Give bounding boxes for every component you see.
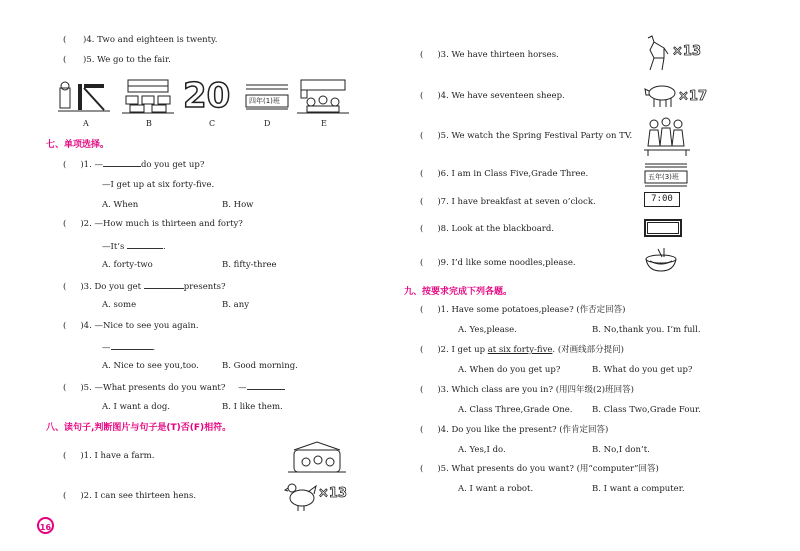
answer-paren[interactable]: ( — [420, 131, 424, 141]
answer-paren[interactable]: ( — [63, 491, 67, 501]
answer-paren[interactable]: ( — [420, 345, 424, 355]
q7-2-reply: —It’s . — [102, 242, 166, 252]
picture-e-fair — [297, 78, 349, 114]
answer-paren[interactable]: ( — [420, 425, 424, 435]
q7-4-option-a[interactable]: A. Nice to see you,too. — [102, 361, 199, 371]
q7-5-option-a[interactable]: A. I want a dog. — [102, 402, 171, 412]
underlined-phrase: at six forty-five — [487, 345, 553, 355]
q9-1: ( )1. Have some potatoes,please? (作否定回答) — [420, 305, 626, 315]
page-number: 16 — [37, 517, 54, 534]
farm-picture — [286, 440, 348, 474]
answer-blank[interactable] — [127, 240, 163, 249]
picture-c-number: 20 — [183, 76, 231, 116]
sheep-count: ×17 — [678, 89, 707, 104]
q9-1-option-b[interactable]: B. No,thank you. I’m full. — [592, 325, 701, 335]
q7-1-option-a[interactable]: A. When — [102, 200, 139, 210]
answer-paren[interactable]: ( — [420, 197, 424, 207]
q9-2: ( )2. I get up at six forty-five. (对画线部分提问) — [420, 345, 624, 355]
answer-paren[interactable]: ( — [420, 91, 424, 101]
answer-paren[interactable]: ( — [420, 385, 424, 395]
clock-time: 7:00 — [651, 194, 673, 204]
q7-3-option-b[interactable]: B. any — [222, 300, 249, 310]
picture-label-b: B — [146, 119, 152, 128]
picture-label-a: A — [83, 119, 89, 128]
q7-4: ( )4. —Nice to see you again. — [63, 321, 199, 331]
q7-1-option-b[interactable]: B. How — [222, 200, 254, 210]
q7-2-option-b[interactable]: B. fifty-three — [222, 260, 277, 270]
q7-4-reply: — . — [102, 343, 156, 353]
q8-7: ( )7. I have breakfast at seven o’clock. — [420, 197, 596, 207]
hens-count: ×13 — [318, 486, 347, 501]
q7-5-option-b[interactable]: B. I like them. — [222, 402, 283, 412]
blackboard-picture — [644, 219, 682, 237]
digital-clock — [644, 192, 680, 207]
answer-paren[interactable]: ( — [420, 258, 424, 268]
q9-4-option-a[interactable]: A. Yes,I do. — [458, 445, 506, 455]
picture-a-slide — [58, 80, 110, 114]
q7-3-option-a[interactable]: A. some — [102, 300, 137, 310]
answer-paren[interactable]: ( — [63, 160, 67, 170]
q7-5: ( )5. —What presents do you want? — — [63, 381, 285, 394]
q7-4-option-b[interactable]: B. Good morning. — [222, 361, 298, 371]
q7-1-reply: —I get up at six forty-five. — [102, 180, 215, 190]
answer-blank[interactable] — [111, 341, 153, 350]
q9-3-option-b[interactable]: B. Class Two,Grade Four. — [592, 405, 701, 415]
q9-2-option-a[interactable]: A. When do you get up? — [458, 365, 561, 375]
class-sign-text: 四年(1)班 — [249, 97, 280, 105]
section-9-title: 九、按要求完成下列各题。 — [404, 287, 513, 297]
q7-2-option-a[interactable]: A. forty-two — [102, 260, 153, 270]
q9-5-option-a[interactable]: A. I want a robot. — [458, 484, 534, 494]
q8-4: ( )4. We have seventeen sheep. — [420, 91, 565, 101]
q7-2: ( )2. —How much is thirteen and forty? — [63, 219, 243, 229]
answer-paren[interactable]: ( — [420, 224, 424, 234]
q9-3-option-a[interactable]: A. Class Three,Grade One. — [458, 405, 573, 415]
picture-b-classroom — [122, 78, 174, 114]
q9-2-option-b[interactable]: B. What do you get up? — [592, 365, 693, 375]
noodles-picture — [644, 247, 678, 273]
q9-4-option-b[interactable]: B. No,I don’t. — [592, 445, 650, 455]
picture-label-d: D — [264, 119, 271, 128]
q7-1: ( )1. — do you get up? — [63, 160, 205, 170]
answer-paren[interactable]: ( — [420, 464, 424, 474]
q8-5: ( )5. We watch the Spring Festival Party on TV. — [420, 131, 633, 141]
answer-paren[interactable]: ( — [420, 50, 424, 60]
hen-picture — [284, 480, 318, 512]
q9-4: ( )4. Do you like the present? (作肯定回答) — [420, 425, 609, 435]
q9-3: ( )3. Which class are you in? (用四年级(2)班回答) — [420, 385, 634, 395]
answer-blank[interactable] — [144, 280, 184, 289]
answer-paren[interactable]: ( — [63, 219, 67, 229]
answer-paren[interactable]: ( — [420, 169, 424, 179]
q9-1-option-a[interactable]: A. Yes,please. — [458, 325, 517, 335]
answer-blank[interactable] — [247, 381, 285, 390]
answer-paren[interactable]: ( — [63, 282, 67, 292]
section-7-title: 七、单项选择。 — [46, 140, 110, 150]
left-item-4: ( )4. Two and eighteen is twenty. — [63, 35, 218, 45]
horses-count: ×13 — [672, 44, 701, 59]
q9-5: ( )5. What presents do you want? (用“computer”回答) — [420, 464, 659, 474]
answer-paren[interactable]: ( — [63, 383, 67, 393]
picture-label-e: E — [321, 119, 327, 128]
answer-paren[interactable]: ( — [63, 451, 67, 461]
party-picture — [644, 116, 690, 156]
picture-label-c: C — [209, 119, 216, 128]
q8-3: ( )3. We have thirteen horses. — [420, 50, 559, 60]
class-sign-text: 五年(3)班 — [648, 173, 679, 181]
q7-3: ( )3. Do you get presents? — [63, 282, 226, 292]
sheep-picture — [644, 82, 678, 108]
q8-1: ( )1. I have a farm. — [63, 451, 155, 461]
answer-paren[interactable]: ( — [63, 35, 67, 45]
section-8-title: 八、读句子,判断图片与句子是(T)否(F)相符。 — [46, 423, 232, 433]
answer-paren[interactable]: ( — [63, 321, 67, 331]
q8-8: ( )8. Look at the blackboard. — [420, 224, 554, 234]
horse-picture — [642, 34, 670, 72]
q8-9: ( )9. I’d like some noodles,please. — [420, 258, 576, 268]
q9-5-option-b[interactable]: B. I want a computer. — [592, 484, 685, 494]
item-text: 4. Two and eighteen is twenty. — [86, 35, 218, 45]
answer-paren[interactable]: ( — [63, 55, 67, 65]
q8-6: ( )6. I am in Class Five,Grade Three. — [420, 169, 589, 179]
left-item-5: ( )5. We go to the fair. — [63, 55, 171, 65]
answer-blank[interactable] — [103, 158, 141, 167]
answer-paren[interactable]: ( — [420, 305, 424, 315]
q8-2: ( )2. I can see thirteen hens. — [63, 491, 197, 501]
item-text: 5. We go to the fair. — [86, 55, 171, 65]
